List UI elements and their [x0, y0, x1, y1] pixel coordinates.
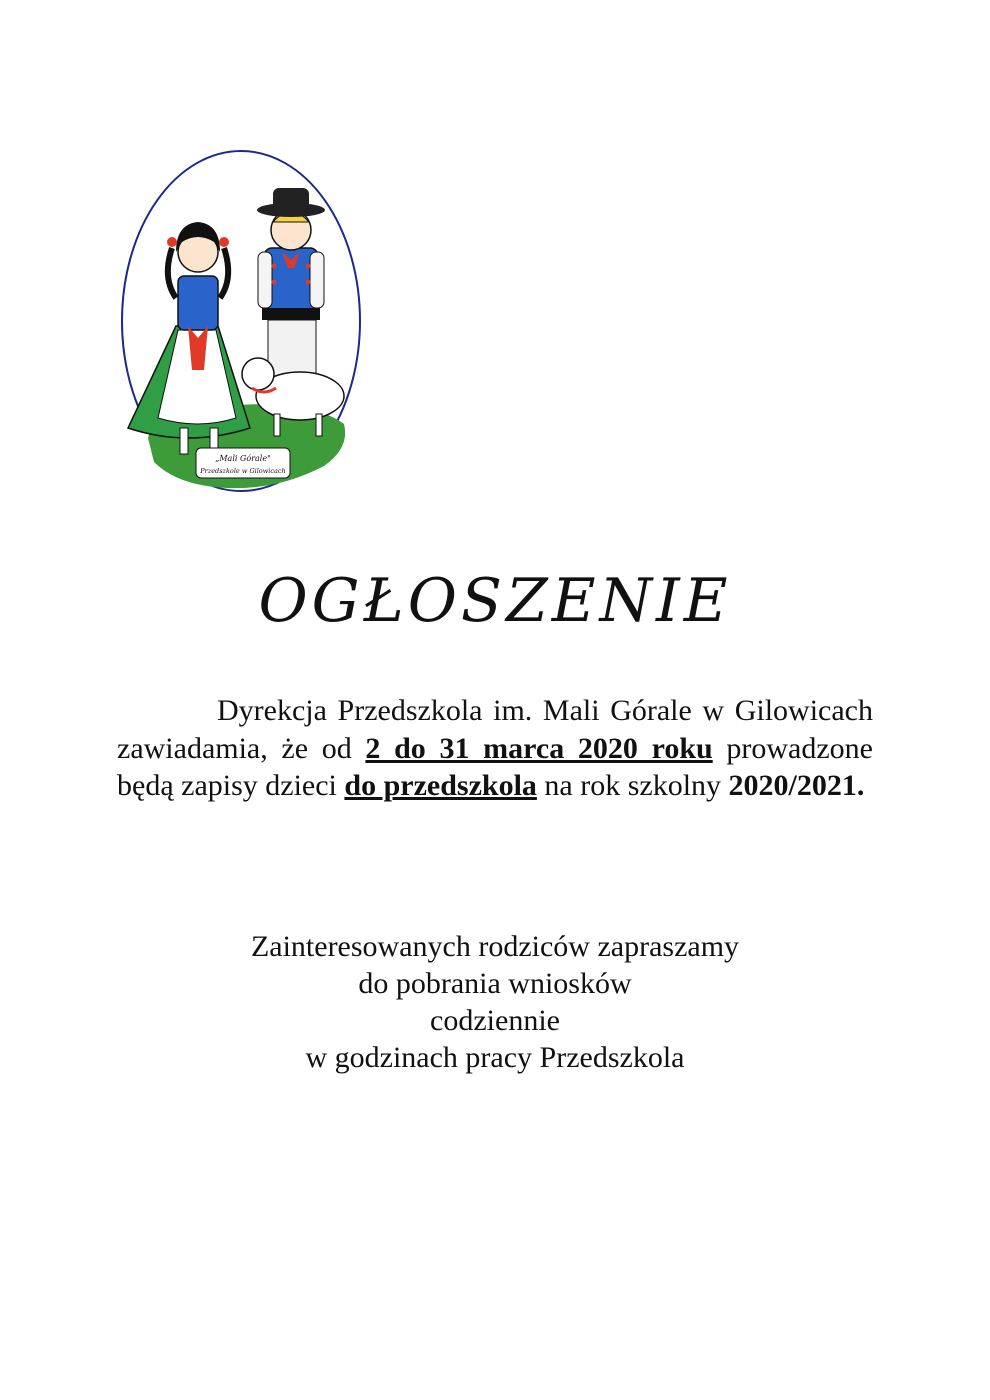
invitation-block — [0, 928, 990, 1076]
enrollment-target: do przedszkola — [344, 769, 537, 802]
kindergarten-logo — [118, 148, 364, 498]
paragraph-text: na rok szkolny — [536, 769, 729, 802]
paragraph-text: Dyrekcja Przedszkola im. Mali Górale w Gilowicach zawiadamia, że od — [117, 694, 873, 765]
invitation-line: Zainteresowanych rodziców zapraszamy — [250, 930, 740, 963]
school-year: 2020/2021. — [728, 769, 865, 802]
paragraph-text: prowadzone będą zapisy dzieci — [117, 731, 873, 802]
announcement-paragraph — [117, 692, 873, 805]
invitation-line: codziennie — [430, 1004, 560, 1037]
logo-caption-line2: Przedszkole w Gilowicach — [200, 467, 286, 475]
invitation-line: w godzinach pracy Przedszkola — [305, 1041, 685, 1074]
invitation-line: do pobrania wniosków — [358, 967, 632, 1000]
enrollment-dates: 2 do 31 marca 2020 roku — [365, 731, 713, 765]
logo-caption-line1: „Mali Górale" — [215, 454, 271, 463]
announcement-title: OGŁOSZENIE — [258, 566, 732, 636]
